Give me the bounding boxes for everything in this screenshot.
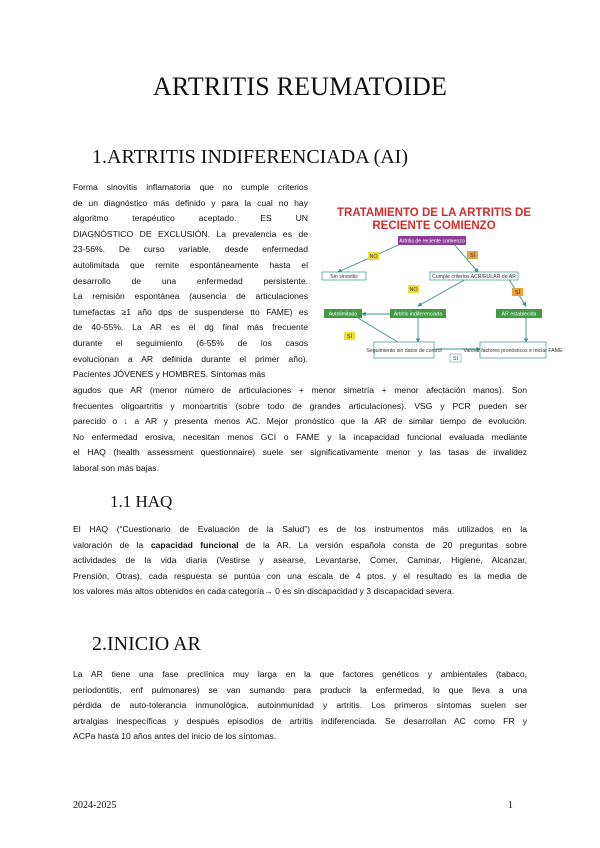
label-si2: SÍ xyxy=(514,290,521,296)
haq-line-1: El HAQ (“Cuestionario de Evaluación de la Salud”) es de los instrumentos más utilizados en la xyxy=(73,524,527,534)
node-top-text: Artritis de reciente comienzo xyxy=(399,238,465,245)
label-si1: SÍ xyxy=(469,253,476,259)
ai-wide-line: agudos que AR (menor número de articulaciones + menor simetría + menor afectación manos). Son xyxy=(73,385,527,395)
section-heading-ai: 1.ARTRITIS INDIFERENCIADA (AI) xyxy=(92,146,408,168)
inicio-ar-line: La AR tiene una fase preclínica muy larga en la que factores genéticos y ambientales (tabaco, xyxy=(73,669,527,679)
ai-narrow-line: Forma sinovitis inflamatoria que no cumple criterios xyxy=(73,182,308,192)
paragraph-inicio-ar xyxy=(73,667,527,745)
paragraph-ai-narrow xyxy=(73,180,308,383)
inicio-ar-line: pérdida de auto-tolerancia inmunológica, autoinmunidad y artritis. Los primeros síntomas suelen ser xyxy=(73,700,527,711)
ai-narrow-line: tumefactas ≥1 año dps de suspenderse tto FAME) es xyxy=(73,306,308,317)
ai-narrow-line: de un diagnóstico más definido y para la cual no hay xyxy=(73,197,308,208)
inicio-ar-line: periodontitis, enf pulmonares) se van sumando para producir la enfermedad, lo que lleva a una xyxy=(73,684,527,695)
ai-narrow-line: La remisión espontánea (ausencia de articulaciones xyxy=(73,291,308,302)
node-sin-sinovitis-text: Sin sinovitis xyxy=(330,274,358,280)
ai-narrow-line: durante el seguimiento (6-55% de los casos xyxy=(73,337,308,348)
label-no1: NO xyxy=(369,254,378,260)
footer-page-number: 1 xyxy=(508,800,513,811)
ai-wide-line: laboral son más bajas. xyxy=(73,462,159,473)
ai-narrow-line: Pacientes JÓVENES y HOMBRES. Síntomas más xyxy=(73,369,266,380)
node-autolimitada-text: Autolimitada xyxy=(328,311,358,318)
flowchart-title-line2: RECIENTE COMIENZO xyxy=(372,220,496,232)
haq-line: los valores más altos obtenidos en cada categoría→ 0 es sin discapacidad y 3 discapacidad severa. xyxy=(73,586,455,597)
ai-narrow-line: evolucionan a AR definida durante el primer año). xyxy=(73,353,308,364)
flowchart-svg xyxy=(318,196,563,368)
footer-year: 2024-2025 xyxy=(73,800,117,811)
paragraph-haq xyxy=(73,522,527,600)
ai-narrow-line: desarrollo de una enfermedad persistente. xyxy=(73,275,308,286)
haq-line: Prensión, Otras), cada respuesta se puntúa con una escala de 4 ptos. y el resultado es la media de xyxy=(73,570,527,581)
node-ai-text: Artritis indiferenciada xyxy=(393,311,443,318)
ai-narrow-line: 23-56%. De curso variable, desde enfermedad xyxy=(73,244,308,255)
ai-wide-line: el HAQ (health assessment questionnaire) suele ser significativamente menor y las tasas de invalidez xyxy=(73,447,527,458)
ai-wide-line: frecuentes oligoartritis y monoartritis (sobre todo de grandes articulaciones). VSG y PCR pueden ser xyxy=(73,400,527,411)
ai-wide-line: No enfermedad erosiva, necesitan menos GCI o FAME y la incapacidad funcional evaluada mediante xyxy=(73,431,527,442)
node-seguimiento-text: Seguimiento sin datos de control xyxy=(366,348,442,354)
ai-narrow-line: DIAGNÓSTICO DE EXCLUSIÓN. La prevalencia es de xyxy=(73,228,308,239)
haq-line-2: valoración de la capacidad funcional de la AR. La versión española consta de 20 preguntas sobre xyxy=(73,539,527,550)
flowchart-title-line1: TRATAMIENTO DE LA ARTRITIS DE xyxy=(336,207,532,219)
node-criterios-text: Cumple criterios ACR/EULAR de AR xyxy=(432,274,516,280)
label-si3: SÍ xyxy=(346,334,353,340)
ai-wide-line: parecido o ↓ a AR y presenta menos AC. Mejor pronóstico que la AR de similar tiempo de evolución. xyxy=(73,416,527,427)
node-valorar-text: Valorar factores pronósticos e iniciar FAME xyxy=(463,348,563,354)
label-no2: NO xyxy=(409,287,418,293)
haq-line: actividades de la vida diaria (Vestirse y asearse, Levantarse, Comer, Caminar, Higiene, Alcanzar, xyxy=(73,555,527,566)
node-ar-text: AR establecida xyxy=(501,311,537,318)
inicio-ar-line: ACPa hasta 10 años antes del inicio de los síntomas. xyxy=(73,731,277,742)
section-heading-haq: 1.1 HAQ xyxy=(110,492,173,511)
label-si4: SÍ xyxy=(452,356,459,362)
section-heading-inicio-ar: 2.INICIO AR xyxy=(92,633,201,655)
haq-bold-capacidad: capacidad funcional xyxy=(150,539,239,550)
ai-narrow-line: de 40-55%. La AR es el dg final más frecuente xyxy=(73,322,308,333)
paragraph-ai-wide xyxy=(73,383,527,477)
page-title: ARTRITIS REUMATOIDE xyxy=(152,72,448,101)
ai-narrow-line: autolimitada que remite espontáneamente hasta el xyxy=(73,259,308,270)
ai-narrow-line: algoritmo terapéutico aceptado. ES UN xyxy=(73,213,308,224)
treatment-flowchart xyxy=(318,196,563,368)
inicio-ar-line: artralgias inespecíficas y después episodios de artritis indiferenciada. Se desarrollan AC como FR y xyxy=(73,715,527,726)
